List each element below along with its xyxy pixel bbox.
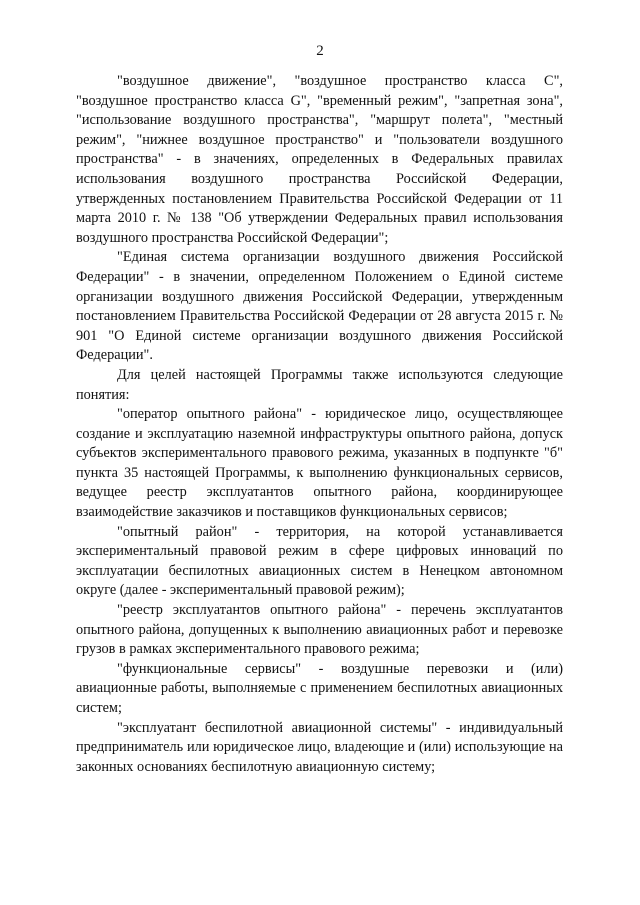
- page-number: 2: [316, 43, 324, 59]
- paragraph-unified-atm-system: "Единая система организации воздушного движения Российской Федерации" - в значении, определенном Положением о Единой системе организации воздушного движения Российской Федерации, утвержденным постановлением Правительства Российской Федерации от 28 августа 2015 г. № 901 "О Единой системе организации воздушного движения Российской Федерации".: [76, 249, 563, 364]
- paragraph-airspace-terms: "воздушное движение", "воздушное пространство класса C", "воздушное пространство класса G", "временный режим", "запретная зона", "использование воздушного пространства", "маршрут полета", "местный режим", "нижнее воздушное пространство" и "пользователи воздушного пространства" - в значениях, определенных в Федеральных правилах использования воздушного пространства Российской Федерации, утвержденных постановлением Правительства Российской Федерации от 11 марта 2010 г. № 138 "Об утверждении Федеральных правил использования воздушного пространства Российской Федерации";: [76, 73, 563, 246]
- paragraph-functional-services: "функциональные сервисы" - воздушные перевозки и (или) авиационные работы, выполняемые с применением беспилотных авиационных систем;: [76, 660, 563, 716]
- paragraph-test-area-operator: "оператор опытного района" - юридическое лицо, осуществляющее создание и эксплуатацию наземной инфраструктуры опытного района, допуск субъектов экспериментального правового режима, указанных в подпункте "б" пункта 35 настоящей Программы, к выполнению функциональных сервисов, ведущее реестр эксплуатантов опытного района, координирующее взаимодействие заказчиков и поставщиков функциональных сервисов;: [76, 406, 563, 521]
- paragraph-test-area: "опытный район" - территория, на которой устанавливается экспериментальный правовой режим в сфере цифровых инноваций по эксплуатации беспилотных авиационных систем в Ненецком автономном округе (далее - экспериментальный правовой режим);: [76, 523, 563, 599]
- document-body: [76, 72, 563, 777]
- paragraph-uas-operator: "эксплуатант беспилотной авиационной системы" - индивидуальный предприниматель или юридическое лицо, владеющие и (или) использующие на законных основаниях беспилотную авиационную систему;: [76, 719, 563, 775]
- paragraph-program-terms-intro: Для целей настоящей Программы также используются следующие понятия:: [76, 366, 563, 403]
- paragraph-operators-registry: "реестр эксплуатантов опытного района" - перечень эксплуатантов опытного района, допущенных к выполнению авиационных работ и перевозке грузов в рамках экспериментального правового режима;: [76, 602, 563, 658]
